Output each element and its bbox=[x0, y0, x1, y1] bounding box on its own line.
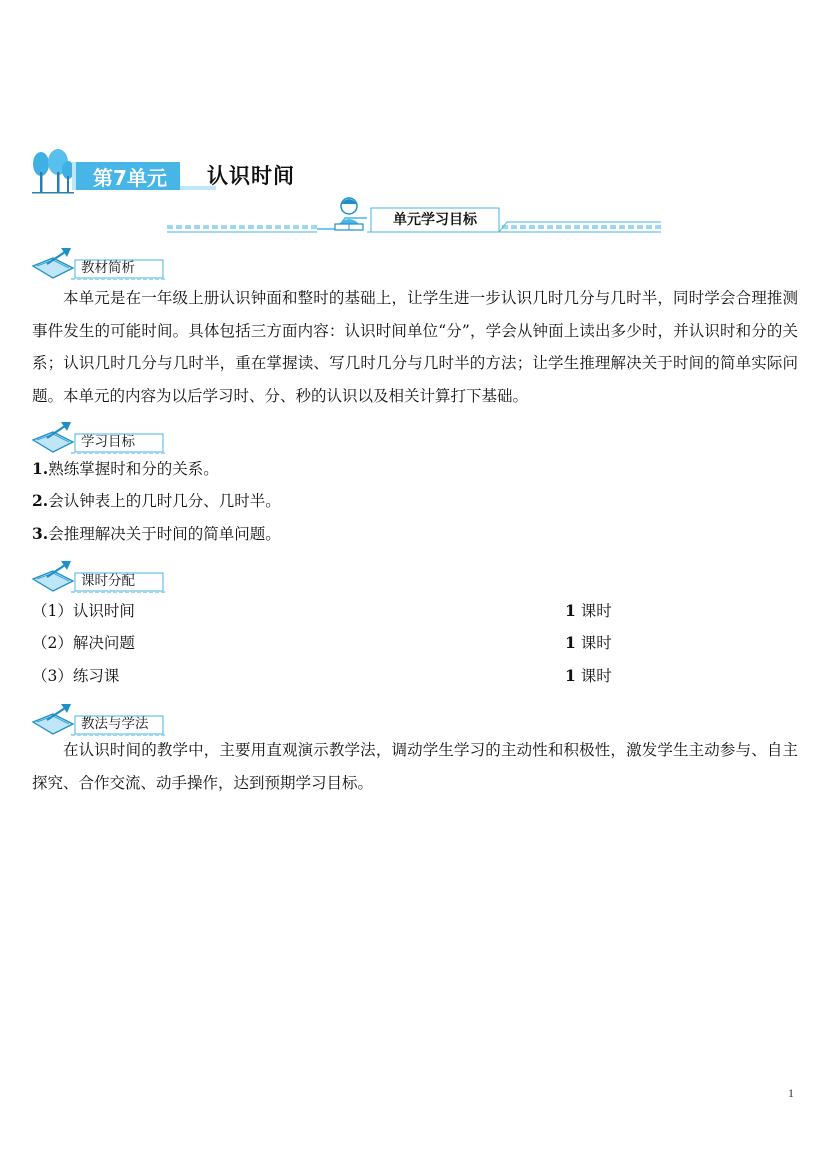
schedule-row-hours bbox=[565, 666, 612, 686]
schedule-row-hours bbox=[565, 601, 612, 621]
goal-number: 1. bbox=[32, 459, 49, 478]
unit-title: 认识时间 bbox=[207, 164, 295, 188]
unit-header bbox=[30, 148, 330, 194]
schedule-row-hours bbox=[565, 633, 612, 653]
methods-paragraph: 在认识时间的教学中，主要用直观演示教学法，调动学生学习的主动性和积极性，激发学生主动参与、自主探究、合作交流、动手操作，达到预期学习目标。 bbox=[32, 741, 798, 792]
intro-paragraph: 本单元是在一年级上册认识钟面和整时的基础上，让学生进一步认识几时几分与几时半，同时学会合理推测事件发生的可能时间。具体包括三方面内容：认识时间单位“分”，学会从钟面上读出多少时，并认识时和分的关系；认识几时几分与几时半，重在掌握读、写几时几分与几时半的方法；让学生推理解决关于时间的简单实际问题。本单元的内容为以后学习时、分、秒的认识以及相关计算打下基础。 bbox=[32, 289, 798, 405]
schedule-count: 1 bbox=[565, 666, 576, 685]
section-tag-schedule bbox=[31, 559, 166, 593]
section-tag-label: 教材简析 bbox=[81, 260, 135, 276]
banner-label: 单元学习目标 bbox=[393, 212, 477, 228]
section-tag-goals bbox=[31, 420, 166, 454]
student-reading-icon bbox=[329, 194, 369, 234]
section-tag-intro bbox=[31, 246, 166, 280]
section-tag-label: 教法与学法 bbox=[81, 716, 149, 732]
schedule-unit: 课时 bbox=[580, 602, 612, 620]
schedule-count: 1 bbox=[565, 601, 576, 620]
goal-number: 2. bbox=[32, 491, 49, 510]
schedule-row-name: （3）练习课 bbox=[32, 667, 120, 685]
trees-icon bbox=[30, 148, 74, 194]
goal-text: 会认钟表上的几时几分、几时半。 bbox=[48, 492, 281, 510]
section-tag-label: 学习目标 bbox=[81, 434, 135, 450]
schedule-count: 1 bbox=[565, 633, 576, 652]
section-tag-label: 课时分配 bbox=[81, 573, 135, 589]
goal-item bbox=[32, 491, 281, 511]
goal-text: 熟练掌握时和分的关系。 bbox=[48, 460, 219, 478]
page-number: 1 bbox=[788, 1086, 794, 1100]
schedule-unit: 课时 bbox=[580, 667, 612, 685]
unit-label: 第7单元 bbox=[93, 165, 167, 190]
objectives-banner bbox=[167, 196, 661, 236]
schedule-unit: 课时 bbox=[580, 634, 612, 652]
section-tag-methods bbox=[31, 702, 166, 736]
goal-text: 会推理解决关于时间的简单问题。 bbox=[48, 525, 281, 543]
schedule-row-name: （1）认识时间 bbox=[32, 602, 135, 620]
goal-item bbox=[32, 524, 281, 544]
unit-badge bbox=[72, 162, 216, 190]
goal-number: 3. bbox=[32, 524, 49, 543]
goal-item bbox=[32, 459, 219, 479]
schedule-row-name: （2）解决问题 bbox=[32, 634, 135, 652]
